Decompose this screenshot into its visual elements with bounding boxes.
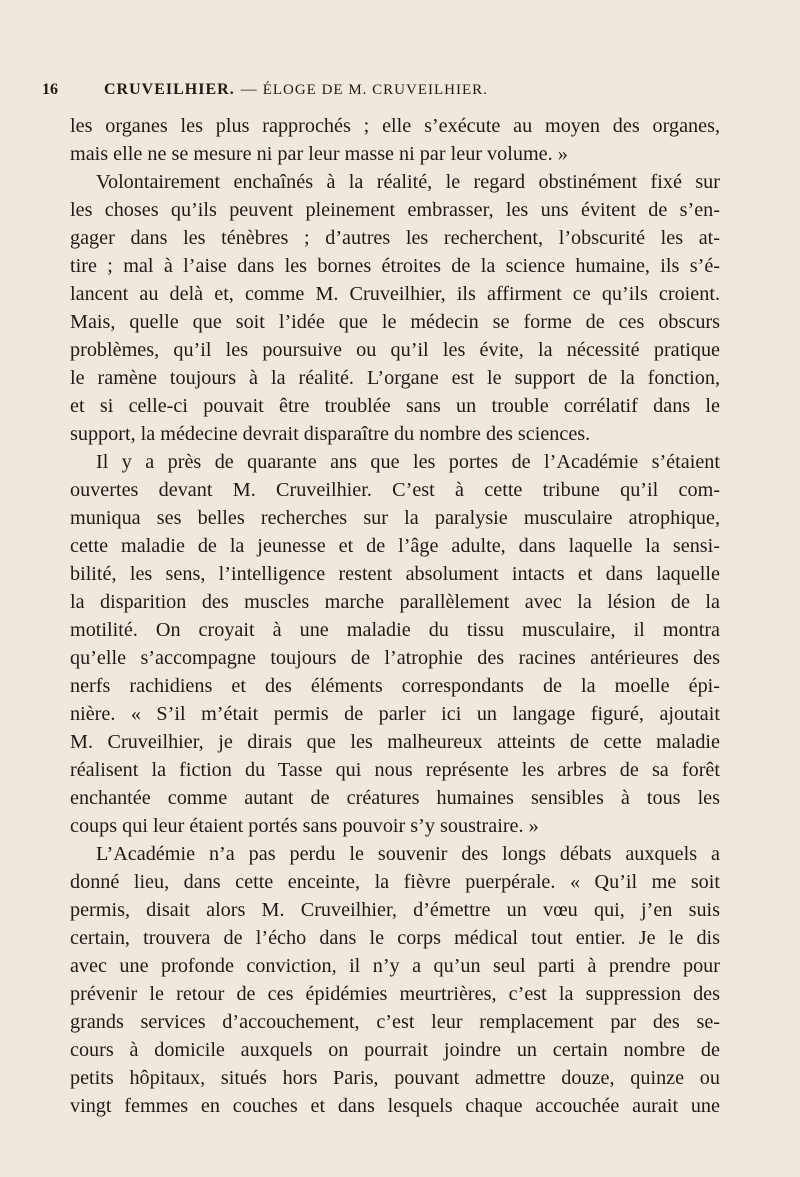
running-head xyxy=(42,78,722,102)
text-line: Mais, quelle que soit l’idée que le médecin se forme de ces obscurs xyxy=(70,311,720,333)
text-line: permis, disait alors M. Cruveilhier, d’émettre un vœu qui, j’en suis xyxy=(70,899,720,921)
text-line: problèmes, qu’il les poursuive ou qu’il les évite, la nécessité pratique xyxy=(70,339,720,361)
text-line: donné lieu, dans cette enceinte, la fièvre puerpérale. « Qu’il me soit xyxy=(70,871,720,893)
text-line: nerfs rachidiens et des éléments correspondants de la moelle épi- xyxy=(70,675,720,697)
text-line: qu’elle s’accompagne toujours de l’atrophie des racines antérieures des xyxy=(70,647,720,669)
text-line: le ramène toujours à la réalité. L’organe est le support de la fonction, xyxy=(70,367,720,389)
text-line: gager dans les ténèbres ; d’autres les recherchent, l’obscurité les at- xyxy=(70,227,720,249)
text-line: nière. « S’il m’était permis de parler ici un langage figuré, ajoutait xyxy=(70,703,720,725)
text-line: réalisent la fiction du Tasse qui nous représente les arbres de sa forêt xyxy=(70,759,720,781)
text-line: petits hôpitaux, situés hors Paris, pouvant admettre douze, quinze ou xyxy=(70,1067,720,1089)
text-line: les organes les plus rapprochés ; elle s’exécute au moyen des organes, xyxy=(70,115,720,137)
text-line: motilité. On croyait à une maladie du tissu musculaire, il montra xyxy=(70,619,720,641)
text-line: et si celle-ci pouvait être troublée sans un trouble corrélatif dans le xyxy=(70,395,720,417)
text-line: vingt femmes en couches et dans lesquels chaque accouchée aurait une xyxy=(70,1095,720,1117)
text-line: ouvertes devant M. Cruveilhier. C’est à cette tribune qu’il com- xyxy=(70,479,720,501)
body-text xyxy=(70,112,720,1142)
text-line: avec une profonde conviction, il n’y a qu’un seul parti à prendre pour xyxy=(70,955,720,977)
text-line: certain, trouvera de l’écho dans le corps médical tout entier. Je le dis xyxy=(70,927,720,949)
text-line: support, la médecine devrait disparaître du nombre des sciences. xyxy=(70,423,591,445)
text-line: cette maladie de la jeunesse et de l’âge adulte, dans laquelle la sensi- xyxy=(70,535,720,557)
text-line: coups qui leur étaient portés sans pouvoir s’y soustraire. » xyxy=(70,815,539,837)
running-head-title: ÉLOGE DE M. CRUVEILHIER. xyxy=(262,82,488,98)
text-line: mais elle ne se mesure ni par leur masse ni par leur volume. » xyxy=(70,143,568,165)
text-line: muniqua ses belles recherches sur la paralysie musculaire atrophique, xyxy=(70,507,720,529)
text-line: prévenir le retour de ces épidémies meurtrières, c’est la suppression des xyxy=(70,983,720,1005)
text-line: bilité, les sens, l’intelligence restent absolument intacts et dans laquelle xyxy=(70,563,720,585)
running-head-dash: — xyxy=(240,81,257,98)
text-line: enchantée comme autant de créatures humaines sensibles à tous les xyxy=(70,787,720,809)
text-line: L’Académie n’a pas perdu le souvenir des longs débats auxquels a xyxy=(96,843,720,865)
text-line: les choses qu’ils peuvent pleinement embrasser, les uns évitent de s’en- xyxy=(70,199,720,221)
text-line: cours à domicile auxquels on pourrait joindre un certain nombre de xyxy=(70,1039,720,1061)
text-line: tire ; mal à l’aise dans les bornes étroites de la science humaine, ils s’é- xyxy=(70,255,720,277)
text-line: M. Cruveilhier, je dirais que les malheureux atteints de cette maladie xyxy=(70,731,720,753)
text-line: Il y a près de quarante ans que les portes de l’Académie s’étaient xyxy=(96,451,720,473)
text-line: lancent au delà et, comme M. Cruveilhier, ils affirment ce qu’ils croient. xyxy=(70,283,720,305)
text-line: la disparition des muscles marche parallèlement avec la lésion de la xyxy=(70,591,720,613)
page-number: 16 xyxy=(42,81,58,98)
text-line: grands services d’accouchement, c’est leur remplacement par des se- xyxy=(70,1011,720,1033)
running-head-author: CRUVEILHIER. xyxy=(104,81,235,98)
text-line: Volontairement enchaînés à la réalité, le regard obstinément fixé sur xyxy=(96,171,720,193)
